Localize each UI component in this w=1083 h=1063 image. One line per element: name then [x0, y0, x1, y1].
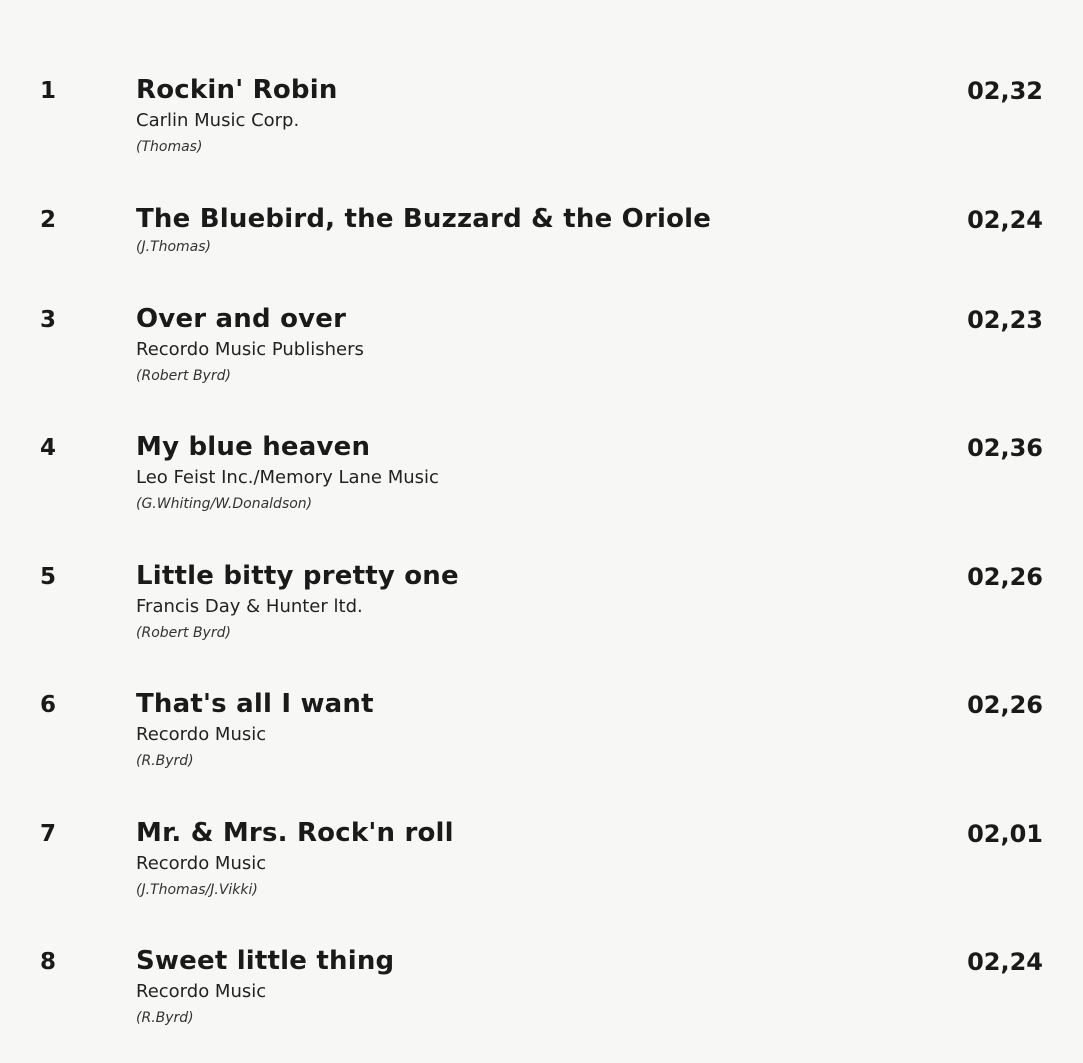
track-composer: (G.Whiting/W.Donaldson): [136, 496, 313, 512]
track-number: 2: [40, 207, 57, 233]
track-duration: 02,24: [967, 206, 1043, 234]
track-composer: (R.Byrd): [136, 1010, 194, 1026]
track-row: [0, 429, 1083, 549]
track-composer: (J.Thomas): [136, 239, 212, 255]
track-number: 7: [40, 821, 57, 847]
track-title: The Bluebird, the Buzzard & the Oriole: [136, 204, 712, 234]
track-duration: 02,36: [967, 434, 1043, 462]
track-publisher: Carlin Music Corp.: [136, 110, 300, 131]
track-row: [0, 815, 1083, 935]
track-duration: 02,01: [967, 820, 1043, 848]
track-composer: (J.Thomas/J.Vikki): [136, 882, 258, 898]
track-publisher: Recordo Music: [136, 724, 267, 745]
track-publisher: Leo Feist Inc./Memory Lane Music: [136, 467, 439, 488]
track-row: [0, 686, 1083, 806]
track-number: 4: [40, 435, 57, 461]
track-duration: 02,24: [967, 948, 1043, 976]
track-publisher: Recordo Music: [136, 853, 267, 874]
track-composer: (R.Byrd): [136, 753, 194, 769]
track-title: That's all I want: [136, 689, 374, 719]
track-number: 8: [40, 949, 57, 975]
track-publisher: Recordo Music: [136, 981, 267, 1002]
track-duration: 02,23: [967, 306, 1043, 334]
track-number: 1: [40, 78, 57, 104]
track-number: 6: [40, 692, 57, 718]
track-row: [0, 558, 1083, 678]
track-composer: (Robert Byrd): [136, 625, 231, 641]
track-duration: 02,26: [967, 563, 1043, 591]
track-title: Over and over: [136, 304, 347, 334]
track-duration: 02,26: [967, 691, 1043, 719]
track-number: 3: [40, 307, 57, 333]
track-row: [0, 943, 1083, 1063]
track-row: [0, 301, 1083, 421]
track-title: Rockin' Robin: [136, 75, 338, 105]
track-title: Little bitty pretty one: [136, 561, 459, 591]
track-duration: 02,32: [967, 77, 1043, 105]
track-number: 5: [40, 564, 57, 590]
track-publisher: Francis Day & Hunter ltd.: [136, 596, 363, 617]
track-composer: (Robert Byrd): [136, 368, 231, 384]
track-row: [0, 72, 1083, 192]
track-publisher: Recordo Music Publishers: [136, 339, 364, 360]
track-composer: (Thomas): [136, 139, 203, 155]
track-title: My blue heaven: [136, 432, 371, 462]
track-title: Mr. & Mrs. Rock'n roll: [136, 818, 454, 848]
track-title: Sweet little thing: [136, 946, 395, 976]
